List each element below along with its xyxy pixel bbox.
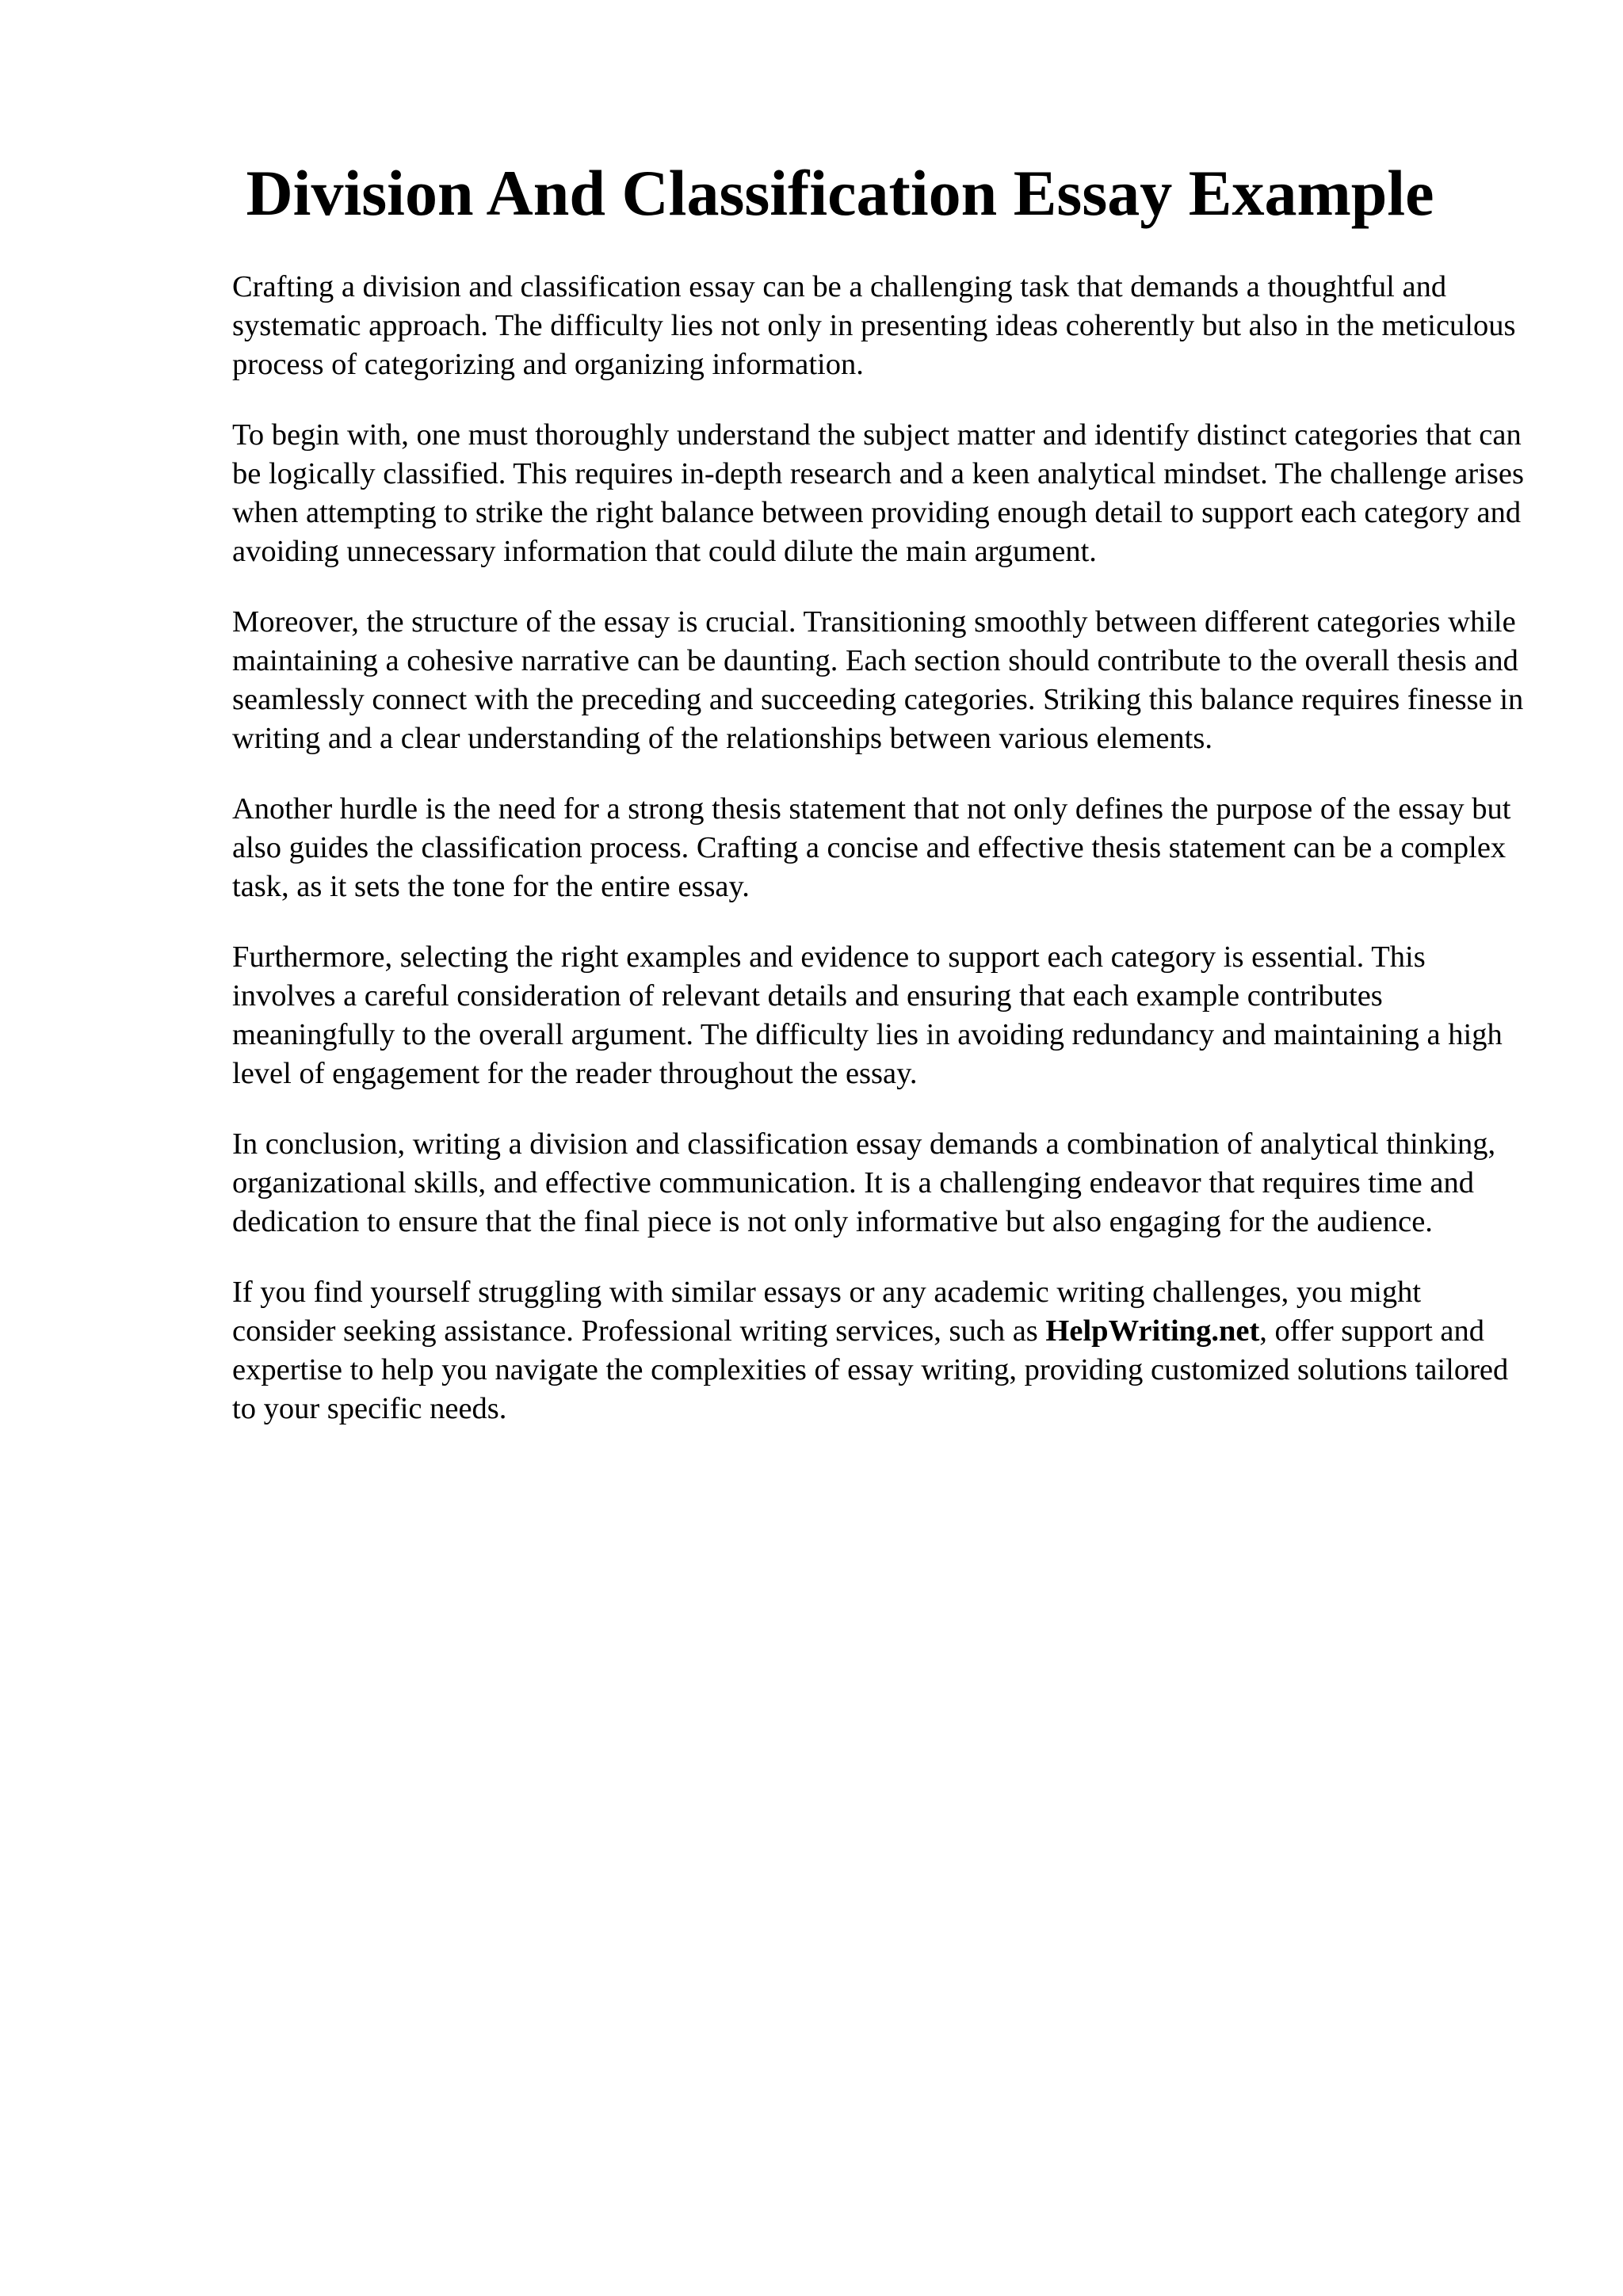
page-title: Division And Classification Essay Example — [246, 157, 1434, 229]
paragraph-subject-matter: To begin with, one must thoroughly understand the subject matter and identify distinct categories that can be logically classified. This requires in-depth research and a keen analytical mindset. The challenge arises when attempting to strike the right balance between providing enough detail to support each category and avoiding unnecessary information that could dilute the main argument. — [232, 418, 1524, 568]
paragraph-structure: Moreover, the structure of the essay is crucial. Transitioning smoothly between different categories while maintaining a cohesive narrative can be daunting. Each section should contribute to the overall thesis and seamlessly connect with the preceding and succeeding categories. Striking this balance requires finesse in writing and a clear understanding of the relationships between various elements. — [232, 605, 1524, 755]
paragraph-thesis: Another hurdle is the need for a strong thesis statement that not only defines the purpose of the essay but also guides the classification process. Crafting a concise and effective thesis statement can be a complex task, as it sets the tone for the entire essay. — [232, 792, 1511, 903]
brand-name: HelpWriting.net — [1045, 1314, 1260, 1348]
closing-text-after: , offer support and expertise to help you navigate the complexities of essay writing, providing customized solutions tailored to your specific needs. — [232, 1314, 1509, 1425]
paragraph-conclusion: In conclusion, writing a division and classification essay demands a combination of analytical thinking, organizational skills, and effective communication. It is a challenging endeavor that requires time and dedication to ensure that the final piece is not only informative but also engaging for the audience. — [232, 1127, 1496, 1238]
paragraph-intro: Crafting a division and classification essay can be a challenging task that demands a thoughtful and systematic approach. The difficulty lies not only in presenting ideas coherently but also in the meticulous process of categorizing and organizing information. — [232, 270, 1516, 381]
closing-text-before: If you find yourself struggling with similar essays or any academic writing challenges, you might consider seeking assistance. Professional writing services, such as — [232, 1276, 1422, 1348]
paragraph-examples: Furthermore, selecting the right examples and evidence to support each category is essential. This involves a careful consideration of relevant details and ensuring that each example contributes meaningfully to the overall argument. The difficulty lies in avoiding redundancy and maintaining a high level of engagement for the reader throughout the essay. — [232, 940, 1503, 1090]
paragraph-closing — [232, 1273, 1532, 1428]
essay-body — [232, 268, 1532, 1460]
